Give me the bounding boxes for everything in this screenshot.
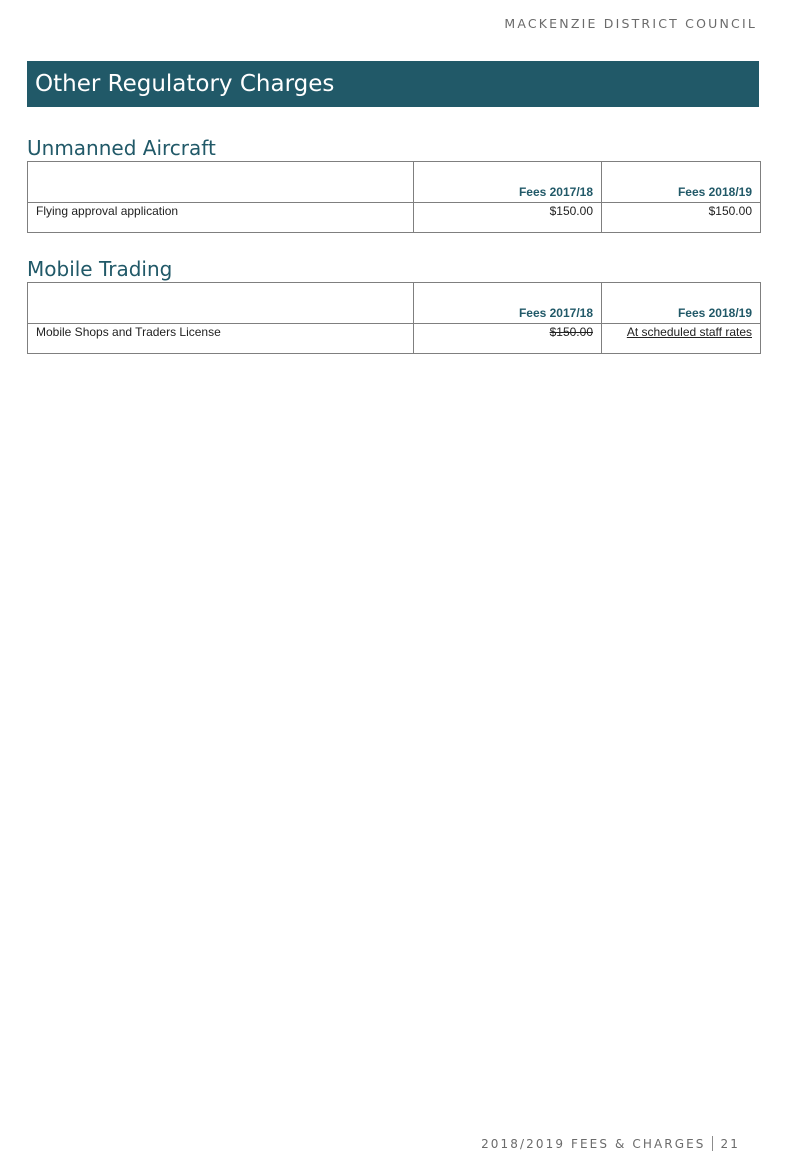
section-title-mobile-trading: Mobile Trading [27,257,173,281]
section-title-unmanned-aircraft: Unmanned Aircraft [27,136,216,160]
running-header: MACKENZIE DISTRICT COUNCIL [504,16,757,31]
table-row [28,324,761,354]
item-name: Mobile Shops and Traders License [28,324,414,354]
fee-2018-19: $150.00 [602,203,761,233]
column-header-fees-2018-19: Fees 2018/19 [602,162,761,203]
table-header-row [28,283,761,324]
table-row [28,203,761,233]
fee-2017-18-struck [414,324,602,354]
page-title: Other Regulatory Charges [35,71,335,97]
column-header-fees-2018-19: Fees 2018/19 [602,283,761,324]
amended-fee-text: At scheduled staff rates [626,325,752,339]
fee-2018-19-amended [602,324,761,354]
footer-document-title: 2018/2019 FEES & CHARGES [481,1137,706,1151]
footer-divider [712,1136,713,1151]
item-name: Flying approval application [28,203,414,233]
table-header-row [28,162,761,203]
page-number: 21 [720,1137,740,1151]
fees-table-unmanned-aircraft [27,161,761,233]
column-header-fees-2017-18: Fees 2017/18 [414,162,602,203]
page-footer [481,1136,740,1151]
column-header-item [28,162,414,203]
fees-table-mobile-trading [27,282,761,354]
fee-2017-18: $150.00 [414,203,602,233]
column-header-item [28,283,414,324]
page-banner [27,61,759,107]
struck-fee-text: $150.00 [549,325,593,339]
column-header-fees-2017-18: Fees 2017/18 [414,283,602,324]
